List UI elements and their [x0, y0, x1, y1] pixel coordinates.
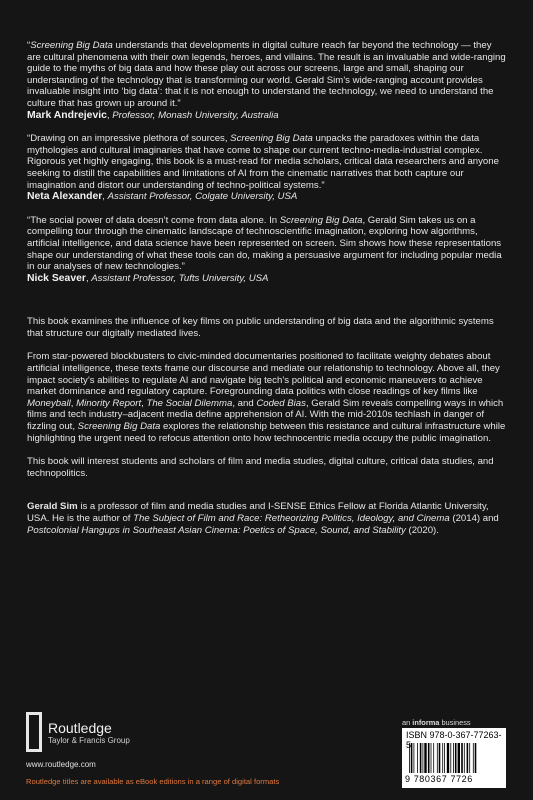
- barcode-bar: [420, 743, 422, 773]
- review-quote-run: “The social power of data doesn’t come from data alone. In: [27, 214, 280, 226]
- routledge-logo: [26, 712, 130, 752]
- reviewer-name: Neta Alexander: [27, 191, 103, 203]
- review-attribution: Mark Andrejevic, Professor, Monash University, Australia: [27, 109, 279, 121]
- routledge-logo-text: [48, 720, 130, 745]
- barcode-bar: [458, 743, 460, 773]
- review-quote-run: Screening Big Data: [279, 214, 363, 226]
- book-description: [27, 316, 507, 479]
- description-run: Minority Report: [76, 397, 142, 409]
- barcode-bar: [423, 743, 424, 773]
- bio-run: (2014) and: [449, 513, 499, 524]
- description-run: From star-powered blockbusters to civic-minded documentaries positioned to facilitate weighty debates about artificial intelligence, these texts frame our discourse and mediate our relationship to technology. Above all, they impact society’s abilities to regulate AI and navigate big tech’s political and economic maneuvers to achieve market dominance and regulatory capture. Foregrounding data politics with close readings of key films like: [27, 351, 500, 398]
- review-quote-run: Screening Big Data: [30, 40, 113, 51]
- review-quote: [27, 40, 507, 110]
- description-run: ,: [141, 397, 147, 409]
- barcode-bar: [439, 743, 441, 773]
- review-quote-run: , Gerald Sim takes us on a compelling tour through the cinematic landscape of technoscientific imagination, exploring how algorithms, artificial intelligence, and data science have been represented on screen. Sim shows how these representations shape our understanding of what these tools can do, making a persuasive argument for including popular media in our analyses of new technologies.”: [27, 214, 502, 273]
- isbn-barcode-box: [402, 728, 506, 788]
- barcode-bar: [447, 743, 449, 773]
- routledge-logo-mark: [26, 712, 42, 752]
- description-run: , Gerald Sim reveals compelling ways in which films and tech industry–adjacent media define apprehension of AI. With the mid-2010s techlash in danger of fizzling out,: [27, 397, 504, 433]
- barcode-bar: [433, 743, 434, 773]
- barcode-bar: [431, 743, 432, 773]
- description-run: explores the relationship between this resistance and cultural infrastructure while highlighting the urgent need to refocus attention onto how technocentric media occupy the public imagination.: [27, 421, 506, 444]
- bio-run: is a professor of film and media studies and I-SENSE Ethics Fellow at Florida Atlantic University, USA. He is the author of: [27, 501, 489, 524]
- review-quote-run: “: [27, 40, 31, 51]
- review-quote-run: understands that developments in digital culture reach far beyond the technology — they are cultural phenomena with their own legends, heroes, and villains. The result is an invaluable and wide-ranging guide to the myths of big data and how these play out across our screens, large and small, shaping our understanding of the technology that is transforming our world. Gerald Sim’s wide-ranging account provides invaluable insight into ‘big data’: that it is not enough to understand the technology, we need to understand the culture that has grown up around it.”: [27, 40, 506, 109]
- barcode-bar: [411, 743, 413, 773]
- barcode-bar: [467, 743, 469, 773]
- reviewer-name: Nick Seaver: [27, 272, 86, 284]
- barcode-bar: [455, 743, 457, 773]
- barcode-bar: [424, 743, 426, 773]
- description-run: This book examines the influence of key films on public understanding of big data and the algorithmic systems that structure our digitally mediated lives.: [27, 316, 494, 339]
- description-run: Moneyball: [27, 397, 71, 409]
- isbn-label: ISBN 978-0-367-77263-5: [406, 730, 502, 750]
- bio-run: Postcolonial Hangups in Southeast Asian Cinema: Poetics of Space, Sound, and Stability: [27, 524, 406, 536]
- reviewer-title: Professor, Monash University, Australia: [112, 109, 279, 121]
- description-run: Coded Bias: [256, 397, 306, 409]
- barcode-digits: 9 780367 7726: [405, 774, 473, 784]
- review-attribution: Nick Seaver, Assistant Professor, Tufts University, USA: [27, 272, 269, 284]
- barcode-bar: [461, 743, 463, 773]
- barcode-bar: [414, 743, 415, 773]
- back-cover-text: [27, 40, 507, 548]
- informa-prefix: an: [402, 718, 413, 727]
- review-quote-run: unpacks the paradoxes within the data mythologies and cultural imaginaries that have come to shape our current techno-media-industrial complex. Rigorous yet highly engaging, this book is a must-read for media scholars, critical data researchers and anyone seeking to distill the capabilities and limitations of AI from the cinematic narratives that both capture our imagination and distort our understanding of techno-political systems.”: [27, 133, 499, 191]
- publisher-url: www.routledge.com: [26, 760, 96, 769]
- description-run: ,: [70, 397, 77, 409]
- description-run: The Social Dilemma: [146, 397, 233, 409]
- barcode-bar: [464, 743, 465, 773]
- publisher-tagline: Taylor & Francis Group: [48, 735, 130, 745]
- barcode-bar: [469, 743, 470, 773]
- bio-run: Gerald Sim: [27, 501, 78, 513]
- review-attribution: Neta Alexander, Assistant Professor, Colgate University, USA: [27, 191, 298, 203]
- review-quote: [27, 133, 507, 191]
- barcode-bar: [450, 743, 451, 773]
- barcode-bar: [473, 743, 474, 773]
- description-run: This book will interest students and scholars of film and media studies, digital culture, critical data studies, and technopolitics.: [27, 456, 494, 479]
- informa-business-line: [402, 718, 471, 727]
- barcode-bar: [437, 743, 438, 773]
- spacer: [27, 296, 507, 316]
- barcode-bar: [442, 743, 443, 773]
- description-run: , and: [232, 397, 257, 409]
- barcode-bar: [453, 743, 454, 773]
- review-quote: [27, 215, 507, 273]
- reviewer-title: Assistant Professor, Tufts University, USA: [91, 272, 269, 284]
- informa-brand: informa: [412, 718, 440, 727]
- description-paragraph: [27, 456, 507, 479]
- barcode-graphic: [408, 743, 500, 777]
- reviews-section: [27, 40, 507, 284]
- description-paragraph: [27, 351, 507, 444]
- review-quote-run: “Drawing on an impressive plethora of sources,: [27, 133, 231, 145]
- description-paragraph: [27, 316, 507, 339]
- review-quote-run: Screening Big Data: [230, 133, 313, 145]
- barcode-bar: [428, 743, 430, 773]
- informa-suffix: business: [439, 718, 471, 727]
- barcode-bar: [475, 743, 477, 773]
- bio-run: The Subject of Film and Race: Retheorizing Politics, Ideology, and Cinema: [133, 513, 450, 524]
- author-bio: [27, 501, 507, 536]
- spacer: [27, 491, 507, 501]
- reviewer-title: Assistant Professor, Colgate University, USA: [107, 191, 298, 203]
- barcode-bar: [444, 743, 445, 773]
- bio-run: (2020).: [405, 524, 439, 536]
- barcode-bar: [409, 743, 410, 773]
- description-run: Screening Big Data: [77, 421, 161, 433]
- barcode-bar: [417, 743, 418, 773]
- ebook-note: Routledge titles are available as eBook editions in a range of digital formats: [26, 777, 280, 786]
- reviewer-name: Mark Andrejevic: [27, 109, 107, 121]
- publisher-name: Routledge: [48, 719, 112, 736]
